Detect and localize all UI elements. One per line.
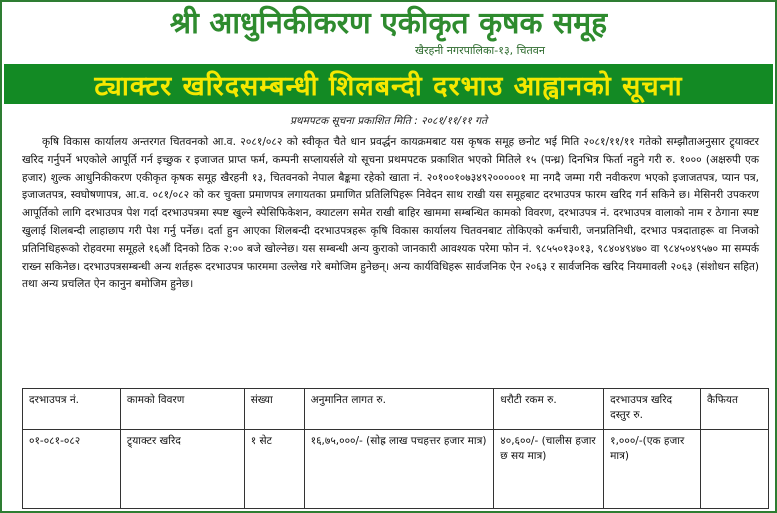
cell-deposit: ४०,६००/- (चालीस हजार छ सय मात्र) xyxy=(494,430,604,509)
cell-estimated-cost: १६,७५,०००/- (सोह्र लाख पचहत्तर हजार मात्र) xyxy=(304,430,494,509)
col-header-description: कामको विवरण xyxy=(120,389,244,430)
org-address: खैरहनी नगरपालिका-१३, चितवन xyxy=(414,44,545,57)
col-header-remarks: कैफियत xyxy=(701,389,769,430)
cell-description: ट्र्याक्टर खरिद xyxy=(120,430,244,509)
cell-form-fee: १,०००/-(एक हजार मात्र) xyxy=(604,430,701,509)
col-header-deposit: धरौटी रकम रु. xyxy=(494,389,604,430)
notice-body: कृषि विकास कार्यालय अन्तरगत चितवनको आ.व. २०८१/०८२ को स्वीकृत चैते धान प्रवर्द्धन कायक्रमबाट यस कृषक समूह छनोट भई मिति २०८१/११/११ गतेको सम्झौताअनुसार ट्र्याक्टर खरिद गर्नुपर्ने भएकोले आपूर्ति गर्न इच्छुक र इजाजत प्राप्त फर्म, कम्पनी सप्लायर्सले यो सूचना प्रथमपटक प्रकाशित भएको मितिले १५ (पन्ध्र) दिनभित्र फिर्ता नहुने गरी रु. १००० (अक्षरुपी एक हजार) शुल्क आधुनिकीकरण एकीकृत कृषक समूह खैरहनी १३, चितवनको नेपाल बैङ्कमा रहेको खाता नं. २०१००१०७३४९२०००००१ मा नगदै जम्मा गरी नवीकरण भएको इजाजतपत्र, प्यान पत्र, इजाजतपत्र, स्वघोषणापत्र, आ.व. ०८१/०८२ को कर चुक्ता प्रमाणपत्र लगायतका प्रमाणित प्रतिलिपिहरू निवेदन साथ राखी यस समूहबाट दरभाउपत्र फारम खरिद गर्न सकिने छ। मेसिनरी उपकरण आपूर्तिको लागि दरभाउपत्र पेश गर्दा दरभाउपत्रमा स्पष्ट खुल्ने स्पेसिफिकेशन, क्याटलग समेत राखी बाहिर खाममा सम्बन्धित कामको विवरण, दरभाउपत्र नं. दरभाउपत्र वालाको नाम र ठेगाना स्पष्ट खुलाई शिलबन्दी लाहाछाप गरी पेश गर्नु पर्नेछ। दर्ता हुन आएका शिलबन्दी दरभाउपत्रहरू कृषि विकास कार्यालय चितवनबाट तोकिएको कर्मचारी, जनप्रतिनिधी, दरभाउ पत्रदाताहरू वा निजको प्रतिनिधिहरूको रोहवरमा समूहले १६औं दिनको ठिक २:०० बजे खोल्नेछ। यस सम्बन्धी अन्य कुराको जानकारी आवश्यक परेमा फोन नं. ९८५५०१३०१३, ९८४०४९४७० वा ९८४५०४९५७० मा सम्पर्क राख्न सकिनेछ। दरभाउपत्रसम्बन्धी अन्य शर्तहरू दरभाउपत्र फारममा उल्लेख गरे बमोजिम हुनेछन्। अन्य कार्यविधिहरू सार्वजनिक ऐन २०६३ र सार्वजनिक खरिद नियमावली २०६३ (संशोधन सहित) तथा अन्य प्रचलित ऐन कानुन बमोजिम हुनेछ। xyxy=(22,136,759,291)
notice-title: ट्याक्टर खरिदसम्बन्धी शिलबन्दी दरभाउ आह्वानको सूचना xyxy=(94,70,683,102)
cell-quantity: १ सेट xyxy=(244,430,304,509)
cell-remarks xyxy=(701,430,769,509)
col-header-form-fee: दरभाउपत्र खरिद दस्तुर रु. xyxy=(604,389,701,430)
col-header-estimated-cost: अनुमानित लागत रु. xyxy=(304,389,494,430)
col-header-tender-no: दरभाउपत्र नं. xyxy=(23,389,121,430)
cell-tender-no: ०१-०८१-०८२ xyxy=(23,430,121,509)
org-name: श्री आधुनिकीकरण एकीकृत कृषक समूह xyxy=(169,6,608,41)
notice-banner xyxy=(4,64,773,104)
table-header-row xyxy=(23,389,769,430)
col-header-quantity: संख्या xyxy=(244,389,304,430)
publication-date: प्रथमपटक सूचना प्रकाशित मिति : २०८१/११/११ गते xyxy=(289,115,488,127)
tender-table xyxy=(22,388,769,509)
table-row xyxy=(23,430,769,509)
